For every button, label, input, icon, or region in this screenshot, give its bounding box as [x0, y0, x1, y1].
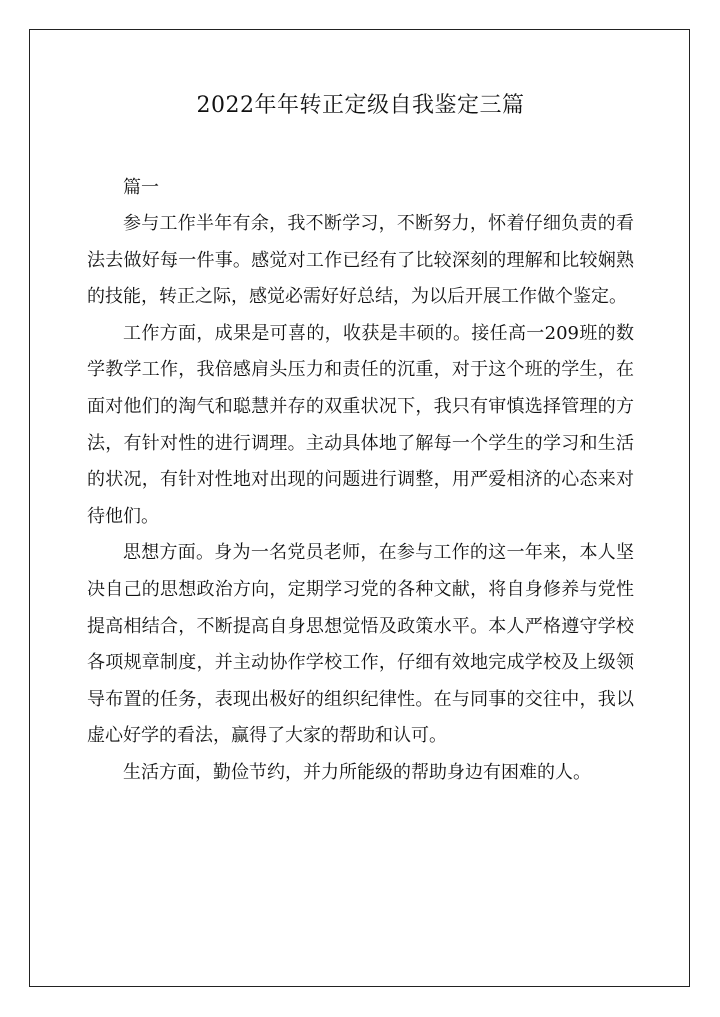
paragraph-thought: 思想方面。身为一名党员老师，在参与工作的这一年来，本人坚决自己的思想政治方向，定期学习党的各种文献，将自身修养与党性提高相结合，不断提高自身思想觉悟及政策水平。本人严格遵守学校各项规章制度，并主动协作学校工作，仔细有效地完成学校及上级领导布置的任务，表现出极好的组织纪律性。在与同事的交往中，我以虚心好学的看法，赢得了大家的帮助和认可。 — [87, 542, 634, 747]
paragraph-intro: 参与工作半年有余，我不断学习，不断努力，怀着仔细负责的看法去做好每一件事。感觉对工作已经有了比较深刻的理解和比较娴熟的技能，转正之际，感觉必需好好总结，为以后开展工作做个鉴定。 — [87, 213, 634, 308]
section-label: 篇一 — [123, 177, 159, 198]
paragraph-life: 生活方面，勤俭节约，并力所能级的帮助身边有困难的人。 — [123, 761, 591, 783]
document-body — [87, 84, 634, 792]
document-title: 2022年年转正定级自我鉴定三篇 — [196, 93, 525, 118]
paragraph-work: 工作方面，成果是可喜的，收获是丰硕的。接任高一209班的数学教学工作，我倍感肩头压力和责任的沉重，对于这个班的学生，在面对他们的淘气和聪慧并存的双重状况下，我只有审慎选择管理的方法，有针对性的进行调理。主动具体地了解每一个学生的学习和生活的状况，有针对性地对出现的问题进行调整，用严爱相济的心态来对待他们。 — [87, 322, 634, 527]
